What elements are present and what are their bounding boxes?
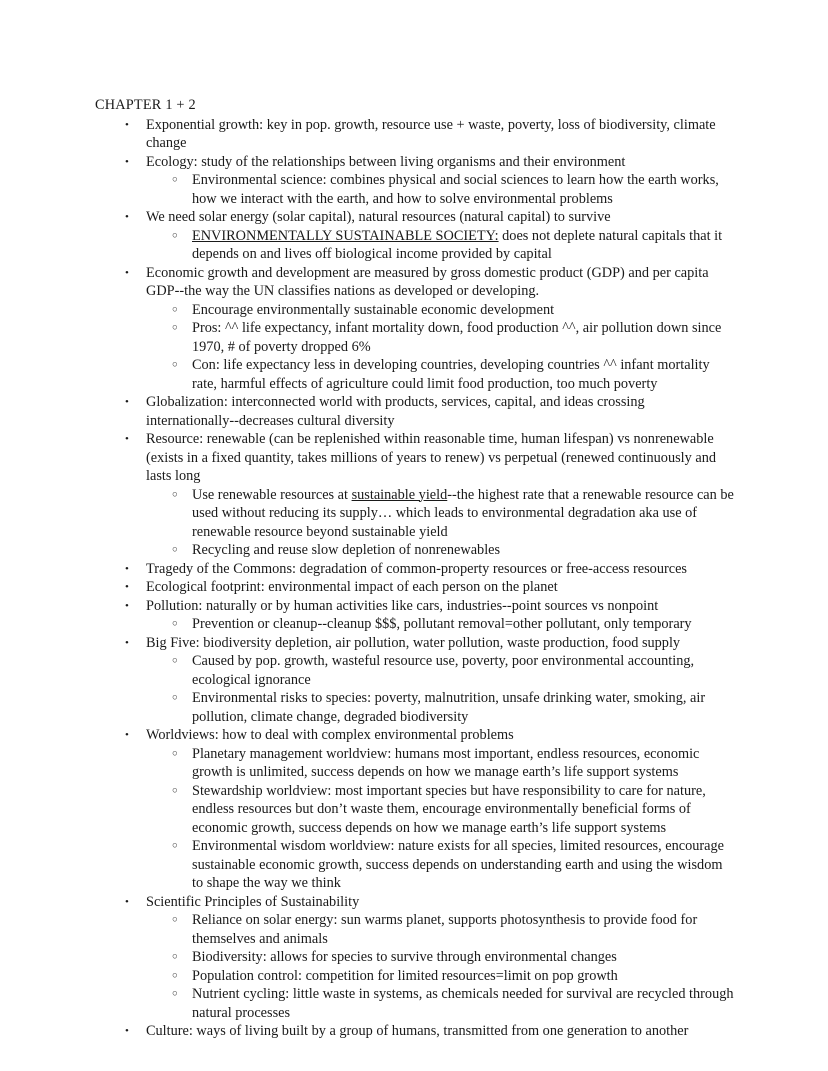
- outline-item-text: Environmental science: combines physical and social sciences to learn how the earth works, how we interact with the earth, and how to solve environmental problems: [192, 172, 719, 207]
- underlined-term: ENVIRONMENTALLY SUSTAINABLE SOCIETY:: [192, 227, 499, 244]
- outline-item: [95, 560, 735, 579]
- outline-item-text: Environmental risks to species: poverty, malnutrition, unsafe drinking water, smoking, air pollution, climate change, degraded biodiversity: [192, 690, 706, 725]
- bullet-disc-icon: •: [125, 581, 129, 593]
- bullet-circle-icon: ○: [172, 785, 178, 796]
- bullet-disc-icon: •: [125, 895, 129, 908]
- outline-root: [95, 116, 735, 1041]
- outline-item: [95, 208, 735, 264]
- outline-item: [95, 615, 735, 634]
- outline-item-text: Economic growth and development are measured by gross domestic product (GDP) and per capita GDP--the way the UN classifies nations as developed or developing.: [146, 264, 709, 299]
- bullet-circle-icon: ○: [172, 656, 178, 666]
- outline-item-text: Exponential growth: key in pop. growth, resource use + waste, poverty, loss of biodiversity, climate change: [146, 116, 716, 151]
- outline-item: [95, 967, 735, 986]
- outline-item: [95, 726, 735, 893]
- page-title: CHAPTER 1 + 2: [95, 97, 196, 113]
- bullet-circle-icon: ○: [172, 952, 178, 962]
- outline-item: [95, 393, 735, 430]
- document-body: [95, 96, 735, 1041]
- bullet-circle-icon: ○: [172, 970, 178, 981]
- bullet-circle-icon: ○: [172, 323, 178, 333]
- outline-list: [95, 652, 735, 726]
- outline-item-text: We need solar energy (solar capital), natural resources (natural capital) to survive: [146, 209, 611, 225]
- outline-item-text: Planetary management worldview: humans most important, endless resources, economic growth is unlimited, success depends on how we manage earth’s life support systems: [192, 745, 700, 780]
- outline-item-text: Reliance on solar energy: sun warms planet, supports photosynthesis to provide food for themselves and animals: [192, 912, 698, 947]
- outline-item: [95, 597, 735, 634]
- bullet-disc-icon: •: [125, 266, 129, 279]
- underlined-term: sustainable yield: [351, 486, 448, 503]
- outline-item: [95, 116, 735, 153]
- bullet-circle-icon: ○: [172, 915, 178, 925]
- outline-item-text: Use renewable resources at sustainable yield--the highest rate that a renewable resource can be used without reducing its supply… which leads to environmental degradation aka use of renewable resource beyond sustainable yield: [192, 486, 734, 540]
- outline-item: [95, 171, 735, 208]
- outline-item-text: Recycling and reuse slow depletion of nonrenewables: [192, 542, 501, 558]
- outline-item: [95, 1022, 735, 1041]
- outline-item: [95, 634, 735, 727]
- bullet-disc-icon: •: [125, 211, 129, 223]
- outline-item: [95, 356, 735, 393]
- outline-item: [95, 911, 735, 948]
- outline-item-text: Worldviews: how to deal with complex environmental problems: [146, 727, 514, 743]
- outline-list: [95, 171, 735, 208]
- bullet-disc-icon: •: [125, 396, 129, 408]
- outline-item-text: Stewardship worldview: most important species but have responsibility to care for nature, endless resources but don’t waste them, encourage environmentally beneficial forms of economic growth, success depends on how we manage earth’s life support systems: [192, 782, 706, 836]
- bullet-circle-icon: ○: [172, 489, 178, 500]
- bullet-disc-icon: •: [125, 599, 129, 612]
- outline-item-text: Biodiversity: allows for species to survive through environmental changes: [192, 949, 617, 965]
- outline-item-text: Con: life expectancy less in developing countries, developing countries ^^ infant mortality rate, harmful effects of agriculture could limit food production, too much poverty: [192, 357, 710, 392]
- bullet-circle-icon: ○: [172, 304, 178, 315]
- outline-list: [95, 615, 735, 634]
- bullet-circle-icon: ○: [172, 175, 178, 185]
- outline-item: [95, 486, 735, 542]
- outline-item: [95, 652, 735, 689]
- outline-item-text: Nutrient cycling: little waste in systems, as chemicals needed for survival are recycled through natural processes: [192, 986, 734, 1021]
- outline-item: [95, 837, 735, 893]
- outline-item: [95, 948, 735, 967]
- outline-item-text: Encourage environmentally sustainable economic development: [192, 301, 555, 318]
- outline-item: [95, 893, 735, 1023]
- bullet-disc-icon: •: [125, 562, 129, 575]
- bullet-disc-icon: •: [125, 1025, 129, 1037]
- outline-item-text: Caused by pop. growth, wasteful resource use, poverty, poor environmental accounting, ecological ignorance: [192, 653, 695, 688]
- outline-item: [95, 541, 735, 560]
- bullet-disc-icon: •: [125, 155, 129, 168]
- outline-list: [95, 911, 735, 1022]
- outline-list: [95, 745, 735, 893]
- outline-list: [95, 227, 735, 264]
- outline-item-text: Resource: renewable (can be replenished within reasonable time, human lifespan) vs nonrenewable (exists in a fixed quantity, takes millions of years to renew) vs perpetual (renewed continuously and lasts long: [146, 431, 716, 484]
- outline-item: [95, 985, 735, 1022]
- outline-item: [95, 430, 735, 560]
- bullet-disc-icon: •: [125, 636, 129, 649]
- bullet-circle-icon: ○: [172, 545, 178, 555]
- bullet-circle-icon: ○: [172, 748, 178, 759]
- outline-item: [95, 301, 735, 320]
- outline-item: [95, 319, 735, 356]
- outline-item-text: Culture: ways of living built by a group of humans, transmitted from one generation to another: [146, 1023, 689, 1039]
- bullet-circle-icon: ○: [172, 619, 178, 629]
- outline-item: [95, 578, 735, 597]
- outline-item-text: Ecology: study of the relationships between living organisms and their environment: [146, 153, 626, 170]
- outline-item: [95, 745, 735, 782]
- bullet-circle-icon: ○: [172, 989, 178, 999]
- bullet-circle-icon: ○: [172, 360, 178, 370]
- bullet-circle-icon: ○: [172, 841, 178, 851]
- outline-item-text: ENVIRONMENTALLY SUSTAINABLE SOCIETY: does not deplete natural capitals that it depends on and lives off biological income provided by capital: [192, 227, 723, 262]
- outline-item: [95, 782, 735, 838]
- outline-item: [95, 689, 735, 726]
- outline-item-text: Tragedy of the Commons: degradation of common-property resources or free-access resources: [146, 560, 687, 577]
- outline-item-text: Ecological footprint: environmental impact of each person on the planet: [146, 579, 558, 595]
- bullet-circle-icon: ○: [172, 230, 178, 241]
- outline-item-text: Big Five: biodiversity depletion, air pollution, water pollution, waste production, food supply: [146, 634, 681, 651]
- outline-item: [95, 153, 735, 209]
- bullet-disc-icon: •: [125, 433, 129, 445]
- outline-item-text: Globalization: interconnected world with products, services, capital, and ideas crossing internationally--decreases cultural diversity: [146, 394, 645, 429]
- outline-item-text: Scientific Principles of Sustainability: [146, 893, 360, 910]
- outline-item: [95, 264, 735, 394]
- outline-item-text: Population control: competition for limited resources=limit on pop growth: [192, 967, 618, 984]
- bullet-disc-icon: •: [125, 118, 129, 131]
- outline-item: [95, 227, 735, 264]
- outline-item-text: Pros: ^^ life expectancy, infant mortality down, food production ^^, air pollution down since 1970, # of poverty dropped 6%: [192, 320, 722, 355]
- bullet-circle-icon: ○: [172, 693, 178, 703]
- bullet-disc-icon: •: [125, 729, 129, 741]
- outline-item-text: Pollution: naturally or by human activities like cars, industries--point sources vs nonpoint: [146, 597, 659, 614]
- outline-list: [95, 301, 735, 394]
- outline-item-text: Environmental wisdom worldview: nature exists for all species, limited resources, encourage sustainable economic growth, success depends on understanding earth and using the wisdom to shape the way we think: [192, 838, 725, 891]
- outline-item-text: Prevention or cleanup--cleanup $$$, pollutant removal=other pollutant, only temporary: [192, 616, 692, 632]
- outline-list: [95, 486, 735, 560]
